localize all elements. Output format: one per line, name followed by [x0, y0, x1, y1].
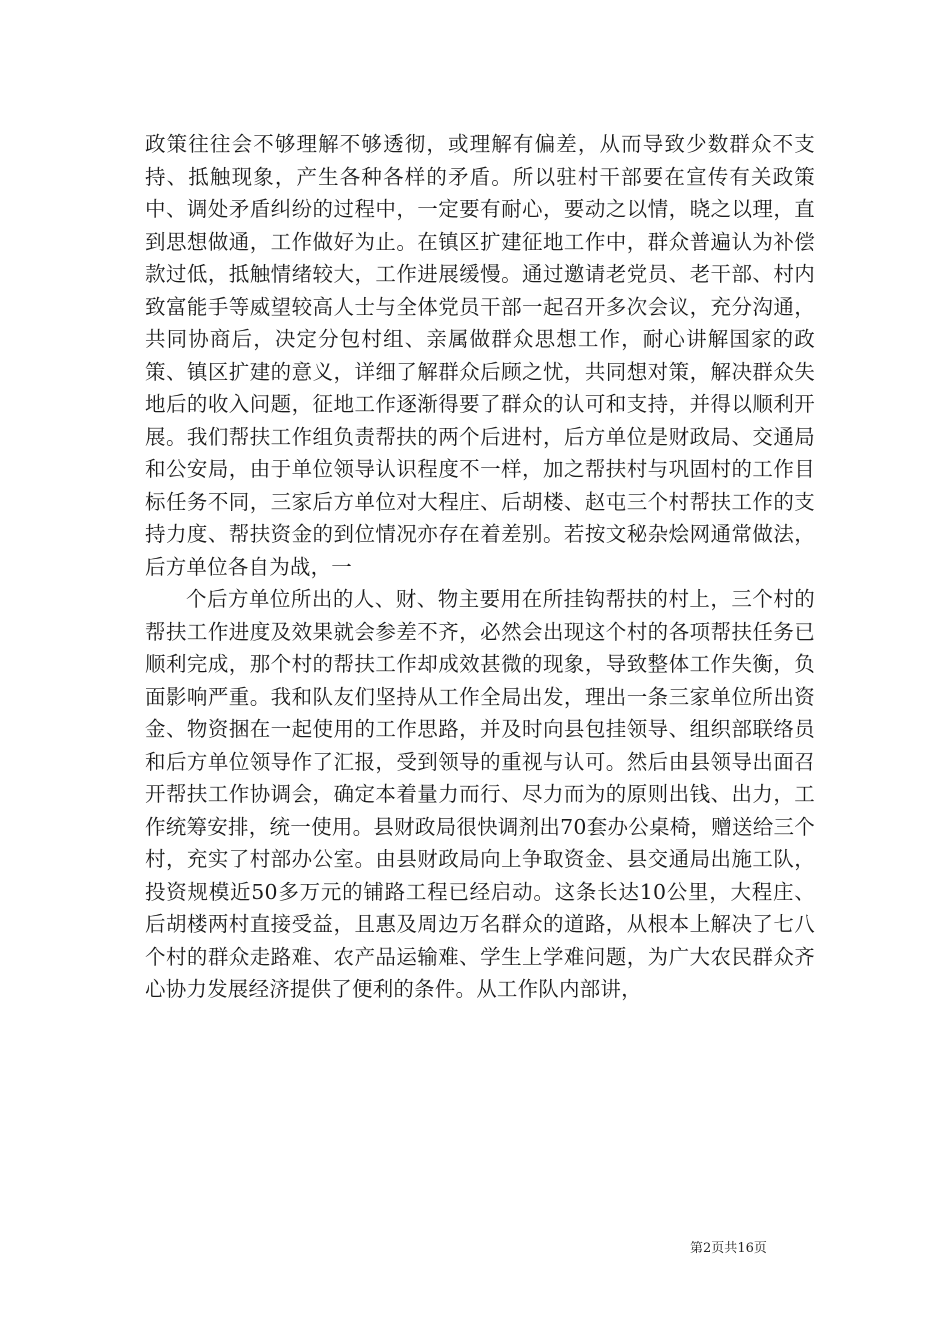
paragraph-2: 个后方单位所出的人、财、物主要用在所挂钩帮扶的村上，三个村的帮扶工作进度及效果就会参差不齐，必然会出现这个村的各项帮扶任务已顺利完成，那个村的帮扶工作却成效甚微的现象，导致整体工作失衡，负面影响严重。我和队友们坚持从工作全局出发，理出一条三家单位所出资金、物资捆在一起使用的工作思路，并及时向县包挂领导、组织部联络员和后方单位领导作了汇报，受到领导的重视与认可。然后由县领导出面召开帮扶工作协调会，确定本着量力而行、尽力而为的原则出钱、出力，工作统筹安排，统一使用。县财政局很快调剂出70套办公桌椅，赠送给三个村，充实了村部办公室。由县财政局向上争取资金、县交通局出施工队，投资规模近50多万元的铺路工程已经启动。这条长达10公里，大程庄、后胡楼两村直接受益，且惠及周边万名群众的道路，从根本上解决了七八个村的群众走路难、农产品运输难、学生上学难问题，为广大农民群众齐心协力发展经济提供了便利的条件。从工作队内部讲，: [145, 587, 815, 1001]
footer-middle: 页共: [711, 1241, 738, 1256]
footer-current-page: 2: [703, 1241, 712, 1256]
page-footer: [690, 1240, 767, 1258]
footer-prefix: 第: [690, 1241, 704, 1256]
paragraph-1: 政策往往会不够理解不够透彻，或理解有偏差，从而导致少数群众不支持、抵触现象，产生各种各样的矛盾。所以驻村干部要在宣传有关政策中、调处矛盾纠纷的过程中，一定要有耐心，要动之以情，晓之以理，直到思想做通，工作做好为止。在镇区扩建征地工作中，群众普遍认为补偿款过低，抵触情绪较大，工作进展缓慢。通过邀请老党员、老干部、村内致富能手等威望较高人士与全体党员干部一起召开多次会议，充分沟通，共同协商后，决定分包村组、亲属做群众思想工作，耐心讲解国家的政策、镇区扩建的意义，详细了解群众后顾之忧，共同想对策，解决群众失地后的收入问题，征地工作逐渐得要了群众的认可和支持，并得以顺利开展。我们帮扶工作组负责帮扶的两个后进村，后方单位是财政局、交通局和公安局，由于单位领导认识程度不一样，加之帮扶村与巩固村的工作目标任务不同，三家后方单位对大程庄、后胡楼、赵屯三个村帮扶工作的支持力度、帮扶资金的到位情况亦存在着差别。若按文秘杂烩网通常做法，后方单位各自为战，一: [145, 132, 815, 579]
footer-total-pages: 16: [737, 1241, 754, 1256]
body-text: [145, 128, 815, 1006]
footer-suffix: 页: [753, 1241, 767, 1256]
